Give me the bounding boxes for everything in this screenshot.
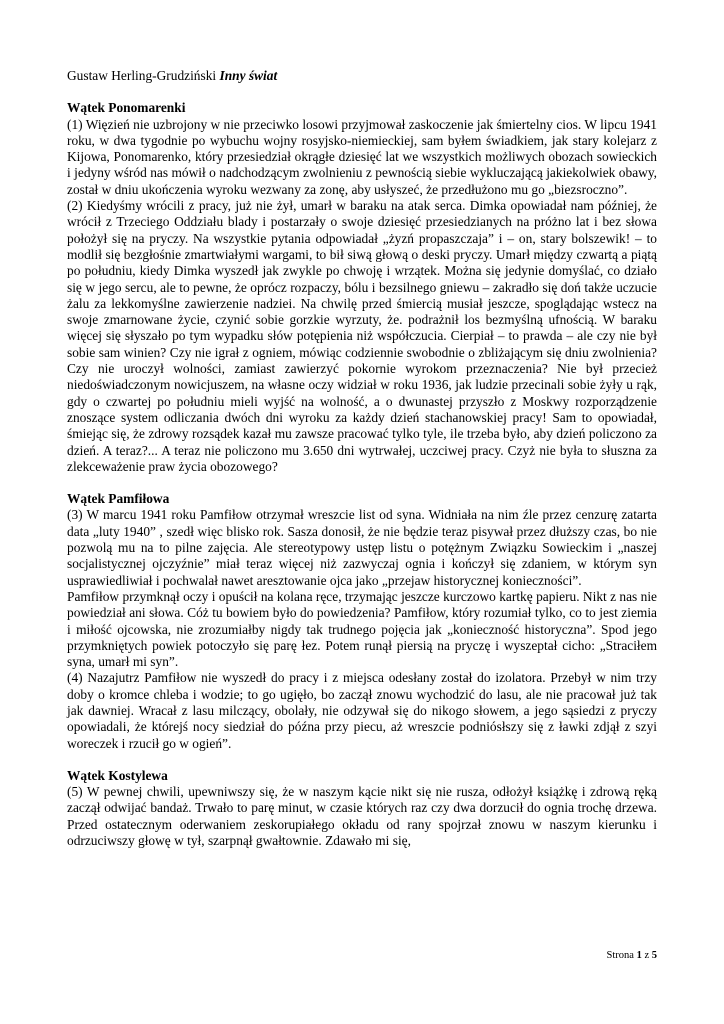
paragraph: (1) Więzień nie uzbrojony w nie przeciwko losowi przyjmował zaskoczenie jak śmiertelny cios. W lipcu 1941 roku, w dwa tygodnie po wybuchu wojny rosyjsko-niemieckiej, sam byłem świadkiem, jak stary kolejarz z Kijowa, Ponomarenko, który przesiedział okrągłe dziesięć lat we wszystkich możliwych obozach sowieckich i jedyny wśród nas mówił o nadchodzącym zwolnieniu z pewnością siebie wykluczającą jakiekolwiek obawy, został w dniu ukończenia wyroku wezwany za zonę, aby usłyszeć, że przedłużono mu go „biezsroczno”. <box>67 116 657 197</box>
total-pages: 5 <box>651 950 657 961</box>
section-ponomarenko <box>67 100 657 475</box>
section-title: Wątek Ponomarenki <box>67 100 186 116</box>
book-title: Inny świat <box>219 68 278 83</box>
paragraph: Pamfiłow przymknął oczy i opuścił na kolana ręce, trzymając jeszcze kurczowo kartkę papieru. Nikt z nas nie powiedział ani słowa. Cóż tu bowiem było do powiedzenia? Pamfiłow, który rozumiał tylko, co to jest ziemia i miłość ojcowska, nie zrozumiałby nigdy tak trudnego pojęcia jak „konieczność historyczna”. Spod jego przymkniętych powiek potoczyło się parę łez. Potem runął piersią na pryczę i wyszeptał cicho: „Straciłem syna, umarł mi syn”. <box>67 588 657 670</box>
page-label: Strona <box>606 950 634 961</box>
paragraph: (5) W pewnej chwili, upewniwszy się, że w naszym kącie nikt się nie rusza, odłożył książkę i zdrową ręką zaczął odwijać bandaż. Trwało to parę minut, w czasie których raz czy dwa dorzucił do ognia trochę drzewa. Przed ostatecznym oderwaniem zeskorupiałego okładu od rany spojrzał znowu w naszym kierunku i odrzuciwszy głowę w tył, szarpnął gwałtownie. Zdawało mi się, <box>67 784 657 849</box>
paragraph: (4) Nazajutrz Pamfiłow nie wyszedł do pracy i z miejsca odesłany został do izolatora. Przebył w nim trzy doby o kromce chleba i wodzie; to go ugięło, bo zaczął znowu wychodzić do lasu, ale nie pracował już tak jak dawniej. Wracał z lasu milczący, obolały, nie odzywał się do nikogo słowem, a jego sąsiedzi z pryczy opowiadali, że którejś nocy siedział do późna przy piecu, aż wreszcie podniósłszy się z ławki zdjął z szyi woreczek i rzucił go w ogień”. <box>67 670 657 751</box>
paragraph: (2) Kiedyśmy wrócili z pracy, już nie żył, umarł w baraku na atak serca. Dimka opowiadał nam później, że wrócił z Trzeciego Oddziału blady i postarzały o swoje dziesięć przesiedzianych na próżno lat i bez słowa położył się na pryczy. Na wszystkie pytania odpowiadał „żyzń propaszczaja” i – on, stary bolszewik! – to modlił się bezgłośnie zmartwiałymi wargami, to bił siwą głową o deski pryczy. Umarł między czwartą a piątą po południu, kiedy Dimka wyszedł jak zwykle po chwoję i wrzątek. Można się jedynie domyślać, co działo się w jego sercu, ale to pewne, że oprócz rozpaczy, bólu i bezsilnego gniewu – zakradło się doń także uczucie żalu za lekkomyślne zawierzenie nadziei. Na chwilę przed śmiercią musiał jeszcze, spoglądając wstecz na swoje zmarnowane życie, czynić sobie gorzkie wyrzuty, że. podrażnił los bezmyślną ufnością. W baraku więcej się słyszało po tym wypadku słów potępienia niż współczucia. Cierpiał – to prawda – ale czy nie był sobie sam winien? Czy nie igrał z ogniem, mówiąc codziennie swobodnie o zbliżającym się dniu zwolnienia? Czy nie uroczył wolności, zamiast zawierzyć pokornie wyrokom przeznaczenia? Nie był przecież niedoświadczonym nowicjuszem, na własne oczy widział w roku 1936, jak ludzie przecinali sobie żyły u rąk, gdy o czwartej po południu mieli wyjść na wolność, a o dwunastej przyszło z Moskwy rozporządzenie znoszące system odliczania dwóch dni wyroku za każdy dzień stachanowskiej pracy! Sam to opowiadał, śmiejąc się, że zdrowy rozsądek kazał mu zawsze pracować tylko tyle, ile trzeba było, aby dzień policzono za dzień. A teraz?... A teraz nie policzono mu 3.650 dni wytrwałej, uczciwej pracy. Czyż nie była to słuszna za zlekceważenie praw życia obozowego? <box>67 198 657 474</box>
document-header <box>67 68 657 84</box>
section-kostylew <box>67 768 657 849</box>
document-page <box>67 68 657 849</box>
section-title: Wątek Pamfiłowa <box>67 491 170 507</box>
page-separator: z <box>644 950 650 961</box>
section-title: Wątek Kostylewa <box>67 767 168 783</box>
page-number <box>607 950 657 961</box>
author-name: Gustaw Herling-Grudziński <box>67 68 217 83</box>
section-pamfilow <box>67 491 657 752</box>
current-page: 1 <box>636 950 642 961</box>
paragraph: (3) W marcu 1941 roku Pamfiłow otrzymał wreszcie list od syna. Widniała na nim źle przez cenzurę zatarta data „luty 1940” , szedł więc blisko rok. Sasza donosił, że nie będzie teraz pisywał przez dłuższy czas, bo nie pozwolą mu na to pilne zajęcia. Ale stereotypowy ustęp listu o potężnym Związku Sowieckim i „naszej socjalistycznej ojczyźnie” miał teraz więcej niż zazwyczaj ognia i kończył się zdaniem, w którym syn usprawiedliwiał i pochwalał nawet aresztowanie ojca jako „przejaw historycznej konieczności”. <box>67 507 657 588</box>
